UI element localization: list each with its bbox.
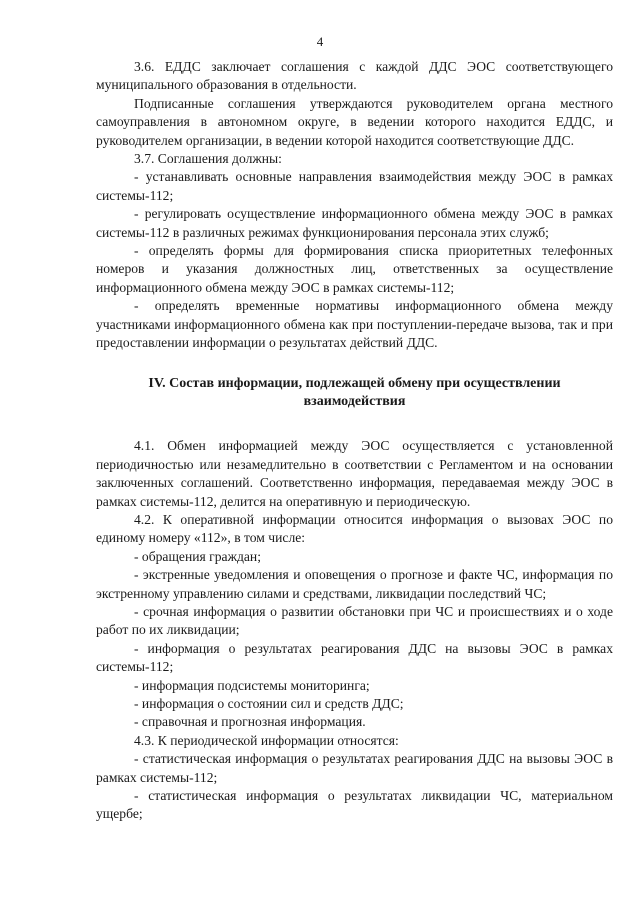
- paragraph-4-3: 4.3. К периодической информации относятся:: [134, 732, 399, 748]
- section-3-paragraphs: [96, 58, 613, 353]
- list-item-citizen-requests: - обращения граждан;: [134, 548, 261, 564]
- list-item-directions: - устанавливать основные направления взаимодействия между ЭОС в рамках системы-112;: [96, 169, 613, 203]
- list-item-response-results: - информация о результатах реагирования ДДС на вызовы ЭОС в рамках системы-112;: [96, 640, 613, 675]
- list-item-reference-info: - справочная и прогнозная информация.: [134, 714, 366, 730]
- page-number: 4: [316, 34, 324, 49]
- paragraph-3-6: 3.6. ЕДДС заключает соглашения с каждой ДДС ЭОС соответствующего муниципального образования в отдельности.: [96, 59, 613, 93]
- paragraph-signed-agreements: Подписанные соглашения утверждаются руководителем органа местного самоуправления в автономном округе, в ведении которого находится ЕДДС, и руководителем организации, в ведении которой находится соответствующие ДДС.: [96, 95, 613, 148]
- section-4-paragraphs: [96, 437, 613, 824]
- list-item-regulate-exchange: - регулировать осуществление информационного обмена между ЭОС в рамках системы-112 в различных режимах функционирования персонала этих служб;: [96, 206, 613, 240]
- list-item-urgent-info: - срочная информация о развитии обстановки при ЧС и происшествиях и о ходе работ по их ликвидации;: [96, 603, 613, 638]
- paragraph-4-2: 4.2. К оперативной информации относится информация о вызовах ЭОС по единому номеру «112», в том числе:: [96, 511, 613, 546]
- paragraph-3-7: 3.7. Соглашения должны:: [134, 151, 282, 167]
- list-item-emergency-notifications: - экстренные уведомления и оповещения о прогнозе и факте ЧС, информация по экстренному управлению силами и средствами, ликвидации последствий ЧС;: [96, 567, 613, 601]
- paragraph-4-1: 4.1. Обмен информацией между ЭОС осуществляется с установленной периодичностью или незамедлительно в соответствии с Регламентом и на основании заключенных соглашений. Соответственно информация, передаваемая между ЭОС в рамках системы-112, делится на оперативную и периодическую.: [96, 438, 613, 509]
- list-item-forces-status: - информация о состоянии сил и средств ДДС;: [134, 696, 404, 711]
- list-item-priority-numbers: - определять формы для формирования списка приоритетных телефонных номеров и указания должностных лиц, ответственных за осуществление информационного обмена между ЭОС в рамках системы-112;: [96, 243, 613, 295]
- list-item-monitoring: - информация подсистемы мониторинга;: [134, 677, 370, 693]
- list-item-statistics-response: - статистическая информация о результатах реагирования ДДС на вызовы ЭОС в рамках системы-112;: [96, 751, 613, 785]
- document-body: [96, 58, 613, 824]
- list-item-time-norms: - определять временные нормативы информационного обмена между участниками информационного обмена как при поступлении-передаче вызова, так и при предоставлении информации о результатах действий ДДС.: [96, 298, 613, 351]
- section-heading-iv: IV. Состав информации, подлежащей обмену при осуществлении взаимодействия: [148, 375, 561, 409]
- list-item-statistics-damage: - статистическая информация о результатах ликвидации ЧС, материальном ущербе;: [96, 788, 613, 822]
